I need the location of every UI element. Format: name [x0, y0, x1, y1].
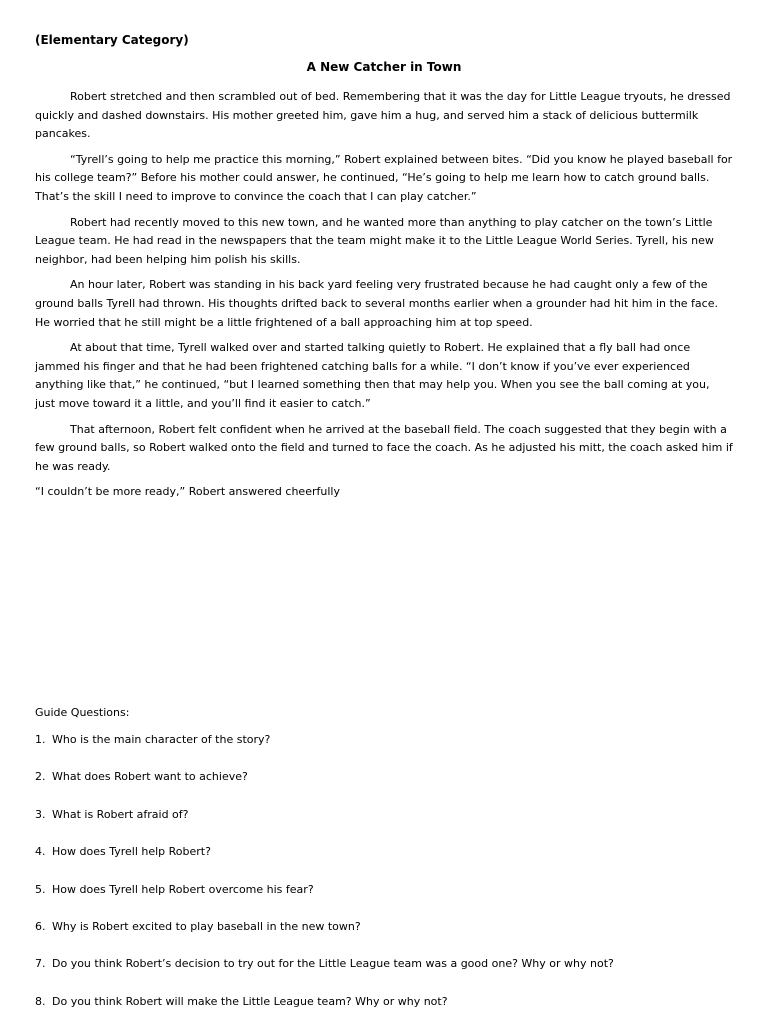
story-paragraph: An hour later, Robert was standing in his back yard feeling very frustrated because he had caught only a few of the ground balls Tyrell had thrown. His thoughts drifted back to several months earlier when a grounder had hit him in the face. He worried that he still might be a little frightened of a ball approaching him at top speed. — [35, 278, 718, 329]
question-text: Who is the main character of the story? — [52, 733, 271, 746]
story-paragraph-closing: “I couldn’t be more ready,” Robert answered cheerfully — [35, 485, 340, 499]
story-paragraph: Robert stretched and then scrambled out of bed. Remembering that it was the day for Little League tryouts, he dressed quickly and dashed downstairs. His mother greeted him, gave him a hug, and served him a stack of delicious buttermilk pancakes. — [35, 90, 731, 141]
story-paragraph: That afternoon, Robert felt confident when he arrived at the baseball field. The coach suggested that they begin with a few ground balls, so Robert walked onto the field and turned to face the coach. As he adjusted his mitt, the coach asked him if he was ready. — [35, 422, 733, 473]
guide-question — [35, 844, 614, 881]
question-text: Why is Robert excited to play baseball in the new town? — [52, 919, 361, 933]
question-number: 1. — [35, 733, 46, 746]
category-heading: (Elementary Category) — [35, 33, 189, 47]
guide-question — [35, 807, 614, 844]
question-number: 4. — [35, 845, 46, 859]
story-paragraph: Robert had recently moved to this new town, and he wanted more than anything to play catcher on the town’s Little League team. He had read in the newspapers that the team might make it to the Little League World Series. Tyrell, his new neighbor, had been helping him polish his skills. — [35, 215, 714, 266]
story-title: A New Catcher in Town — [306, 60, 462, 74]
question-number: 7. — [35, 957, 46, 971]
question-number: 8. — [35, 994, 46, 1008]
guide-question — [35, 882, 614, 919]
story-paragraph: At about that time, Tyrell walked over and started talking quietly to Robert. He explained that a fly ball had once jammed his finger and that he had been frightened catching balls for a while. “I don’t know if you’ve ever experienced anything like that,” he continued, “but I learned something then that may help you. When you see the ball coming at you, just move toward it a little, and you’ll find it easier to catch.” — [35, 341, 710, 410]
guide-questions-heading: Guide Questions: — [35, 706, 130, 719]
guide-question — [35, 769, 614, 806]
question-text: How does Tyrell help Robert? — [52, 845, 211, 859]
guide-question — [35, 994, 614, 1031]
question-number: 3. — [35, 807, 46, 821]
question-text: What does Robert want to achieve? — [52, 770, 248, 784]
guide-question — [35, 956, 614, 993]
question-text: Do you think Robert’s decision to try out for the Little League team was a good one? Why or why not? — [52, 957, 614, 971]
guide-question — [35, 919, 614, 956]
story-paragraph: “Tyrell’s going to help me practice this morning,” Robert explained between bites. “Did you know he played baseball for his college team?” Before his mother could answer, he continued, “He’s going to help me learn how to catch ground balls. That’s the skill I need to improve to convince the coach that I can play catcher.” — [35, 152, 733, 203]
question-number: 5. — [35, 882, 46, 896]
question-text: How does Tyrell help Robert overcome his fear? — [52, 882, 314, 896]
question-number: 2. — [35, 770, 46, 784]
guide-question — [35, 732, 614, 769]
guide-questions-list — [35, 732, 614, 1031]
question-number: 6. — [35, 919, 46, 933]
question-text: What is Robert afraid of? — [52, 807, 189, 821]
question-text: Do you think Robert will make the Little League team? Why or why not? — [52, 994, 448, 1008]
story-body — [35, 88, 733, 509]
